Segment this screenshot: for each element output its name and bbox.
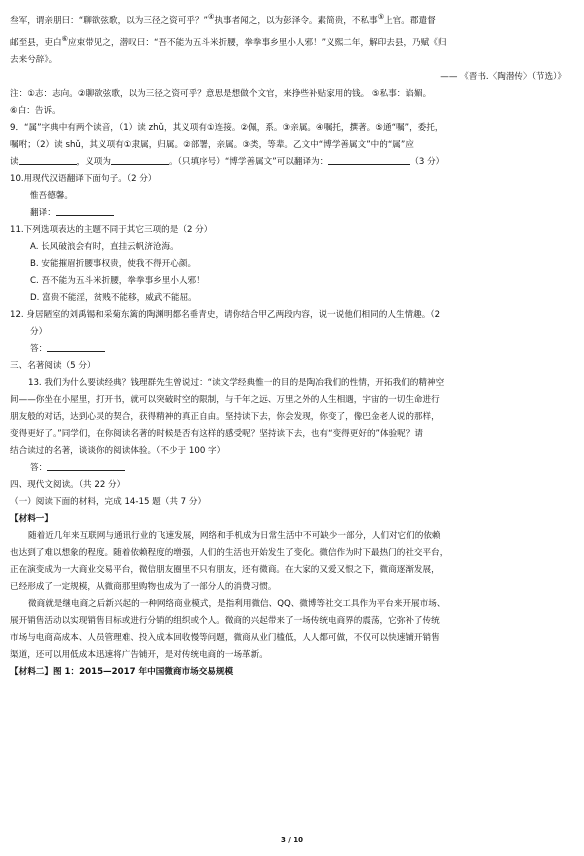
section-3: 三、名著阅读（5 分） 13. 我们为什么要读经典？钱理群先生曾说过：“读文学经典惟一的目的是陶冶我们的性情，开拓我们的精神空 间——你坐在小屋里，打开书，就可以突破时空的限制，与千年之远、万里之外的人生相遇，宇宙的一切生命进行 朋友般的对话，达到心灵的契合，获得精神的真正自由。坚持读下去，你会发现，你变了，像巴金老人说的那样， 变得更好了。”同学们，在你阅读名著的时候是否有这样的感受呢？坚持读下去，也有“变得更好的”体验呢？请 结合读过的名著，谈谈你的阅读体验。（不少于 100 字） 答： (10, 358, 576, 477)
option-d: D. 富贵不能淫，贫贱不能移，威武不能屈。 (30, 292, 197, 303)
answer-blank[interactable] (56, 205, 114, 216)
option-c: C. 吾不能为五斗米折腰，拳拳事乡里小人邪！ (30, 275, 205, 286)
footnote-marker: ⑤ (377, 12, 385, 21)
question-9: 9．“属”字典中有两个读音，（1）读 zhǔ，其义项有①连接。②佩，系。③亲属。④嘱托，撰著。⑤通“嘱”，委托， 嘱咐；（2）读 shǔ，其义项有①隶属，归属。②部署，亲属。③类，等辈。乙文中“博学善属文”中的“属”应 读 ，义项为 。（只填序号）“博学善属文”可以翻译为： （3 分） (10, 122, 445, 167)
passage-excerpt (10, 8, 576, 120)
answer-blank[interactable] (19, 154, 77, 165)
passage-source: —— 《晋书.〈陶潜传〉（节选）》 (440, 71, 566, 82)
annotation-note: 注：①志：志向。②聊欲弦歌，以为三径之资可乎？意思是想做个文官，来挣些补贴家用的钱。 ⑤私事：谄媚。 (10, 88, 432, 99)
answer-blank[interactable] (111, 154, 169, 165)
answer-blank[interactable] (328, 154, 410, 165)
footnote-marker: ⑥ (61, 33, 68, 43)
passage-line: 去来兮辞》。 (10, 54, 58, 65)
section-title: 四、现代文阅读。（共 22 分） (10, 479, 126, 490)
passage-line: 邮至县，吏白⑥应束带见之，潜叹曰：“吾不能为五斗米折腰，拳拳事乡里小人邪！”义熙二年，解印去县，乃赋《归 (10, 33, 447, 48)
section-4: 四、现代文阅读。（共 22 分） （一）阅读下面的材料，完成 14-15 题（共 7 分） 【材料一】 随着近几年来互联网与通讯行业的飞速发展，网络和手机成为日常生活中不可缺少一部分，人们对它们的依赖 也达到了难以想象的程度。随着依赖程度的增强，人们的生活也开始发生了变化。微信作为时下最热门的社交平台， 正在演变成为一大商业交易平台，微信朋友圈里不只有朋友，还有微商。在大家的又爱又恨之下，微商逐渐发展， 已经形成了一定规模，从微商那里购物也成为了一部分人的消费习惯。 微商就是继电商之后新兴起的一种网络商业模式，是指利用微信、QQ、微博等社交工具作为平台来开展市场、 展开销售活动以实现销售目标或进行分销的组织或个人。微商的兴起带来了一场传统电商界的震荡，它弥补了传统 市场与电商高成本、人员管理难、投入成本回收慢等问题，微商从业门槛低，人人都可做，不仅可以快速铺开销售 渠道，还可以用低成本迅速将广告铺开，是对传统电商的一场革新。 【材料二】图 1：2015—2017 年中国微商市场交易规模 (10, 477, 576, 681)
question-12: 12. 身居陋室的刘禹锡和采菊东篱的陶渊明都名垂青史，请你结合甲乙两段内容，说一说他们相同的人生情趣。（2 分） 答： (10, 309, 441, 354)
material-heading: 【材料二】图 1：2015—2017 年中国微商市场交易规模 (10, 666, 234, 677)
option-a: A. 长风破浪会有时，直挂云帆济沧海。 (30, 241, 179, 252)
question-11: 11.下列选项表达的主题不同于其它三项的是（2 分） A. 长风破浪会有时，直挂云帆济沧海。 B. 安能摧眉折腰事权贵，使我不得开心颜。 C. 吾不能为五斗米折腰，拳拳事乡里小人邪！ D. 富贵不能淫，贫贱不能移，威武不能屈。 (10, 222, 576, 307)
answer-blank[interactable] (47, 341, 105, 352)
material-heading: 【材料一】 (10, 513, 53, 524)
option-b: B. 安能摧眉折腰事权贵，使我不得开心颜。 (30, 258, 197, 269)
passage-line: 叁军，谓亲朋曰：“聊欲弦歌，以为三径之资可乎？”④执事者闻之，以为彭泽令。素简贵，不私事⑤上官。郡遣督 (10, 12, 436, 26)
answer-blank[interactable] (47, 460, 125, 471)
page-number: 3 / 10 (280, 836, 304, 844)
annotation-note: ⑥白：告诉。 (10, 105, 61, 116)
question-10: 10.用现代汉语翻译下面句子。（2 分） 惟吾德馨。 翻译： (10, 173, 157, 218)
document-page (10, 8, 576, 681)
section-title: 三、名著阅读（5 分） (10, 360, 96, 371)
subsection-title: （一）阅读下面的材料，完成 14-15 题（共 7 分） (10, 496, 207, 507)
footnote-marker: ④ (207, 12, 215, 21)
